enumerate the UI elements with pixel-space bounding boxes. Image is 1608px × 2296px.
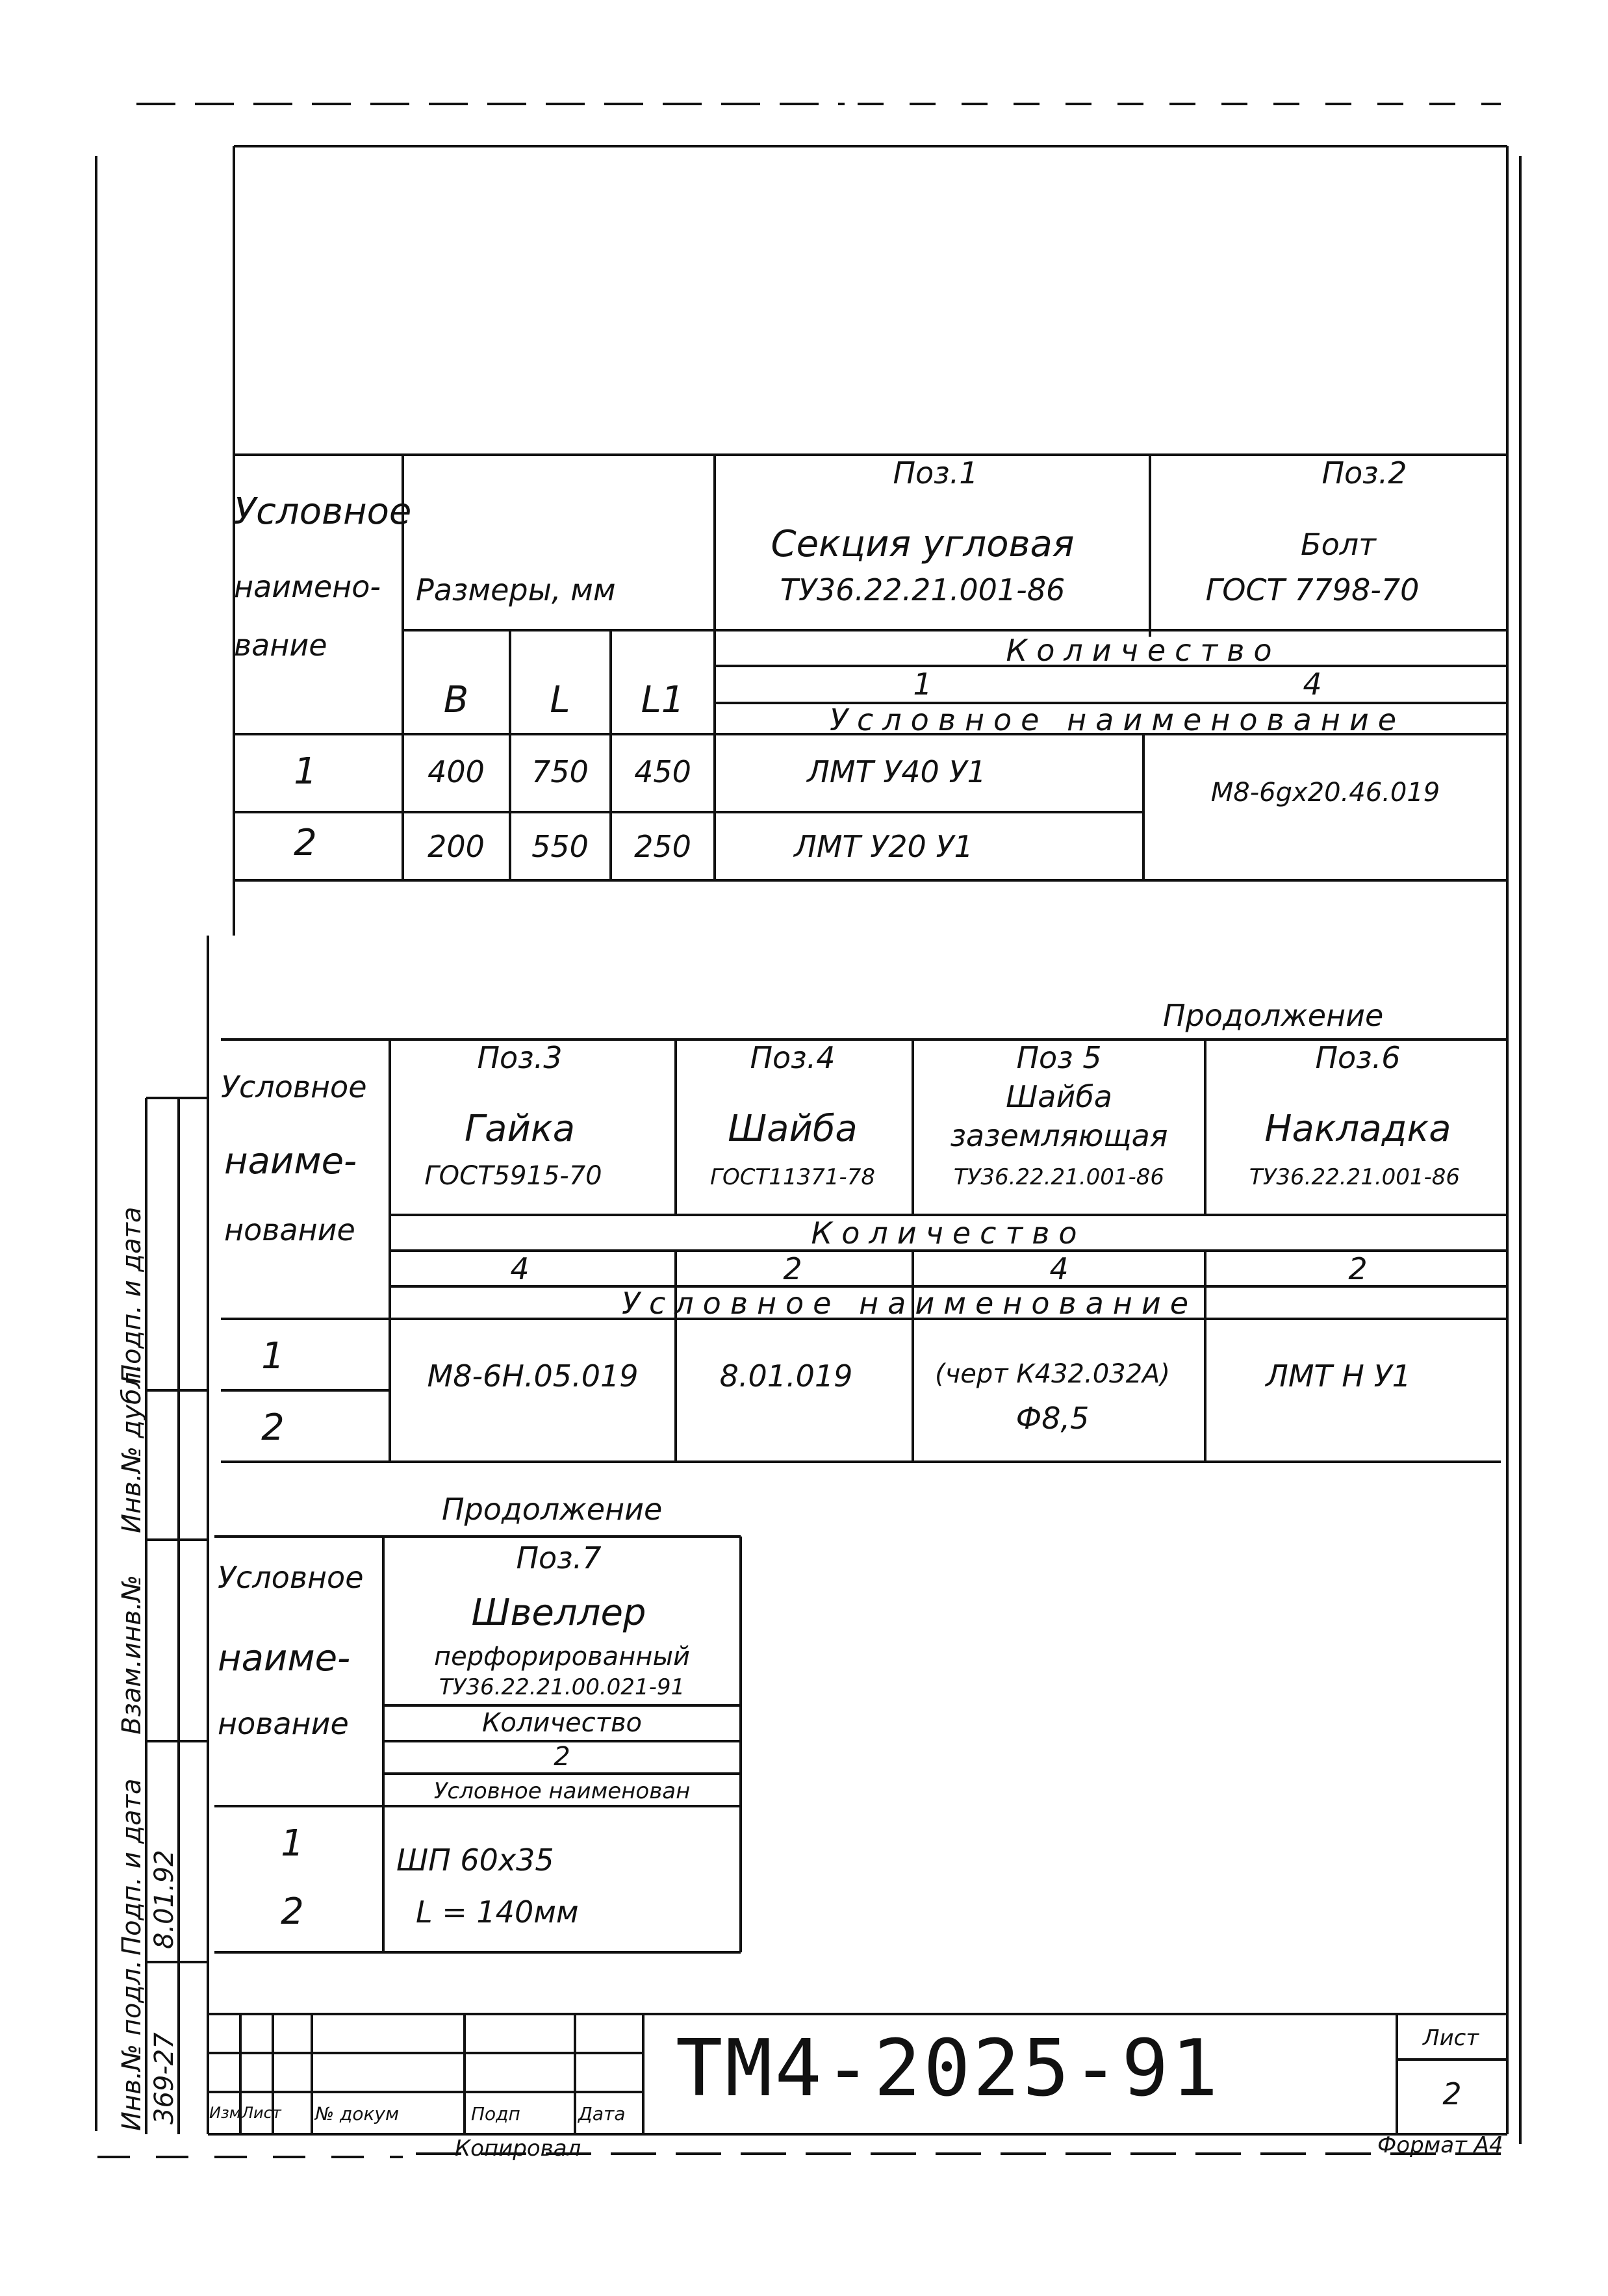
table2-pos6-qty: 2 [1348, 1251, 1368, 1286]
side-replace-inv-label: Взам.инв.№ [117, 1574, 147, 1735]
table2-pos5-row1: (черт К432.032А) [934, 1359, 1171, 1389]
table1-qty-label: Количество [1006, 633, 1281, 668]
table1-bolt-designation: М8-6gх20.46.019 [1210, 778, 1440, 808]
table2-pos4-qty: 2 [783, 1251, 802, 1286]
table1-dim-b: B [443, 679, 469, 721]
table3-pos7-name: Швеллер [471, 1592, 646, 1634]
table1-name-header-2: наимено- [234, 569, 381, 604]
sheet-label: Лист [1423, 2025, 1479, 2051]
table2-pos3-row1: М8-6Н.05.019 [427, 1358, 639, 1394]
table1-row1-num: 1 [294, 750, 317, 793]
table3-designation-label: Условное наименован [433, 1778, 691, 1804]
table1-pos1-standard: ТУ36.22.21.001-86 [780, 572, 1066, 607]
table2-pos4-standard: ГОСТ11371-78 [710, 1164, 875, 1190]
table3-pos7: Поз.7 [516, 1540, 602, 1575]
table2-pos4-name: Шайба [728, 1108, 858, 1150]
table2-pos3-name: Гайка [464, 1108, 576, 1150]
tb-col-change: Изм [209, 2104, 241, 2122]
table3-row1-value: ШП 60х35 [396, 1843, 554, 1878]
table2-pos6: Поз.6 [1315, 1040, 1401, 1075]
table2-qty-label: Количество [811, 1216, 1086, 1251]
table3-name-header-2: наиме- [218, 1637, 351, 1679]
table1-pos2-name: Болт [1301, 527, 1376, 562]
table1-row2-name: ЛМТ У20 У1 [794, 829, 973, 864]
side-orig-inv-label: Инв.№ подл. [117, 1959, 147, 2131]
table3-row2-value: L = 140мм [416, 1894, 579, 1930]
table2-name-header-3: нование [224, 1212, 355, 1247]
table2-name-header-1: Условное [221, 1069, 367, 1104]
table1-row1-l: 750 [531, 754, 589, 789]
table2-pos4-row1: 8.01.019 [719, 1358, 853, 1394]
table1-row2-num: 2 [294, 822, 317, 864]
table1-sizes-header: Размеры, мм [416, 572, 616, 607]
table1-name-header-1: Условное [234, 491, 412, 533]
table3-qty-label: Количество [481, 1708, 643, 1738]
table2-continuation: Продолжение [1163, 998, 1384, 1033]
side-dup-inv-label: Инв.№ дубл. [117, 1364, 147, 1533]
table2-row2-num: 2 [261, 1407, 285, 1449]
document-code: ТМ4-2025-91 [676, 2024, 1221, 2114]
table1-dim-l: L [550, 679, 570, 721]
table2-pos5-standard: ТУ36.22.21.001-86 [953, 1164, 1165, 1190]
table1-pos1: Поз.1 [893, 455, 978, 491]
footer-format: Формат А4 [1377, 2132, 1503, 2158]
table3-qty: 2 [554, 1742, 570, 1772]
table1-row1-l1: 450 [634, 754, 691, 789]
tb-col-sheet: Лист [242, 2104, 281, 2122]
table3-row2-num: 2 [281, 1891, 304, 1933]
table3-name-header-3: нование [218, 1706, 349, 1741]
table2-pos5-qty: 4 [1049, 1251, 1069, 1286]
table3-row1-num: 1 [281, 1822, 304, 1865]
table3-pos7-standard: ТУ36.22.21.00.021-91 [439, 1674, 685, 1700]
table2-pos6-row1: ЛМТ Н У1 [1266, 1358, 1411, 1394]
side-sign-date-label: Подп. и дата [117, 1206, 147, 1384]
table1-pos2-qty: 4 [1303, 667, 1322, 702]
side-sign-date-label-2: Подп. и дата [117, 1778, 147, 1956]
table2-pos3-qty: 4 [510, 1251, 530, 1286]
table2-row1-num: 1 [261, 1335, 285, 1377]
side-sign-date-value: 8.01.92 [149, 1850, 179, 1949]
sheet-number: 2 [1442, 2076, 1462, 2111]
table3-name-header-1: Условное [218, 1560, 364, 1595]
table1-pos1-name: Секция угловая [771, 523, 1075, 565]
table2-pos5: Поз 5 [1016, 1040, 1102, 1075]
tb-col-doc: № докум [315, 2103, 400, 2124]
table1-designation-label: Условное наименование [829, 702, 1406, 737]
table1-row2-l: 550 [531, 829, 589, 864]
table1-row1-b: 400 [428, 754, 485, 789]
table2-pos4: Поз.4 [750, 1040, 836, 1075]
table2-pos3-standard: ГОСТ5915-70 [424, 1161, 602, 1191]
table2-pos6-name: Накладка [1264, 1108, 1451, 1150]
table1-pos1-qty: 1 [913, 667, 932, 702]
table2-name-header-2: наиме- [224, 1140, 357, 1182]
table2-pos5-row1b: Ф8,5 [1015, 1401, 1090, 1436]
footer-copied: Копировал [455, 2136, 581, 2162]
table1-row2-b: 200 [428, 829, 485, 864]
table2-pos6-standard: ТУ36.22.21.001-86 [1249, 1164, 1461, 1190]
table1-row2-l1: 250 [634, 829, 691, 864]
table1-row1-name: ЛМТ У40 У1 [807, 754, 986, 789]
table3-pos7-name2: перфорированный [433, 1642, 691, 1672]
table2-designation-label: Условное наименование [621, 1286, 1198, 1321]
tb-col-date: Дата [578, 2103, 626, 2124]
table1-name-header-3: вание [234, 628, 327, 663]
table3-continuation: Продолжение [442, 1492, 663, 1527]
table2-pos3: Поз.3 [477, 1040, 563, 1075]
tb-col-sign: Подп [471, 2103, 520, 2124]
table2-pos5-name2: заземляющая [950, 1118, 1168, 1153]
table2-pos5-name: Шайба [1006, 1079, 1112, 1114]
table1-pos2: Поз.2 [1321, 455, 1407, 491]
side-orig-inv-value: 369-27 [149, 2032, 179, 2124]
table1-pos2-standard: ГОСТ 7798-70 [1205, 572, 1420, 607]
table1-dim-l1: L1 [641, 679, 685, 721]
